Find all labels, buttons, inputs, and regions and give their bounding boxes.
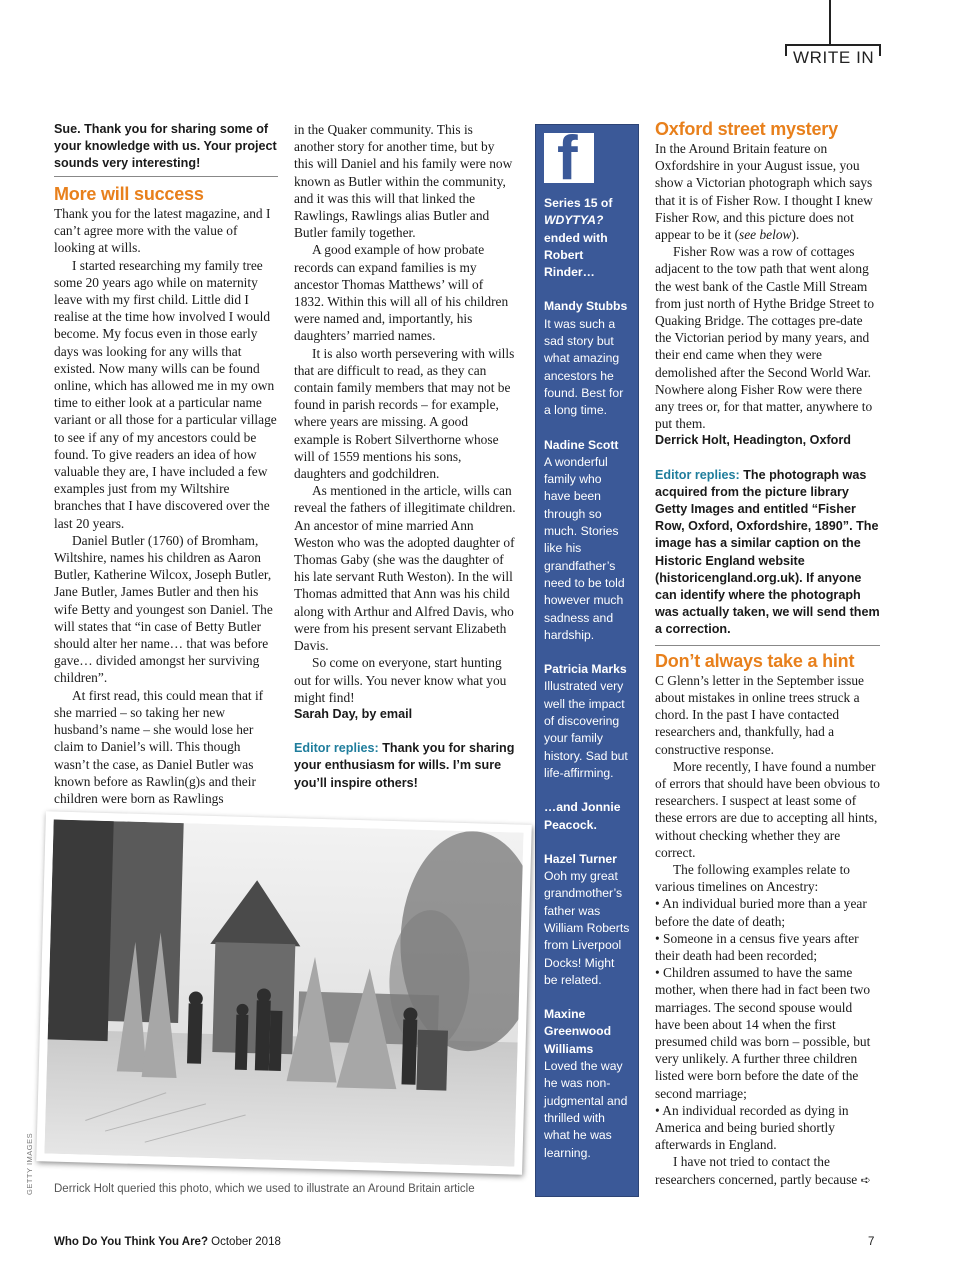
post-text: Illustrated very well the impact of discovering your family history. Sad but life-affirming. [544,679,628,780]
letter-paragraph: More recently, I have found a number of errors that should have been obvious to researchers. I suspect at least some of these errors are due to accepting all hints, without checking whether they are correct. [655,758,880,860]
post-author: Maxine Greenwood Williams [544,1007,612,1056]
post-text: Ooh my great grandmother’s father was William Roberts from Liverpool Docks! Might be related. [544,869,630,987]
letter-paragraph: in the Quaker community. This is another story for another time, but by this will Daniel and his family were now known as Butler within the community, and it was this will that linked the Rawlings, Rawlings alias Butler and Butler family together. [294,122,513,241]
photo-caption: Derrick Holt queried this photo, which we used to illustrate an Around Britain article [54,1183,475,1195]
letter-paragraph: So come on everyone, start hunting out for wills. You never know what you might find! [294,655,507,705]
intro-reply: Sue. Thank you for sharing some of your knowledge with us. Your project sounds very interesting! [54,122,277,170]
post-text: It was such a sad story but what amazing ancestors he found. Best for a long time. [544,316,624,418]
post-author: Patricia Marks [544,662,627,677]
letter-paragraph: As mentioned in the article, wills can reveal the fathers of illegitimate children. An ancestor of mine married Ann Weston who was the adopted daughter of Thomas Gaby (she was the daughter of his late servant Ruth Weston). In the will Thomas admitted that Ann was his child along with Arthur and Alfred Davis, who were from his present servant Elizabeth Davis. [294,483,516,654]
letter-paragraph: A good example of how probate records can expand families is my ancestor Thomas Matthews’ will of 1832. Within this will all of his children were named and, importantly, his daughters’ married names. [294,242,509,344]
letter-text: In the Around Britain feature on Oxfordshire in your August issue, you show a Victorian photograph which says that it is of Fisher Row. I thought I knew Fisher Row, and this picture does not appear to be it ( [655,141,873,243]
bullet-item: • Someone in a census five years after their death had been recorded; [655,930,859,963]
editor-replies-label: Editor replies: [655,467,740,482]
facebook-post [544,1006,630,1162]
section-label-left-tick [785,44,787,56]
signoff: Derrick Holt, Headington, Oxford [655,433,851,448]
letter-text-italic: see below [739,227,792,243]
editor-replies-label: Editor replies: [294,741,379,756]
historic-photo [36,811,532,1174]
heading-dont-always-take-a-hint: Don’t always take a hint [655,650,855,671]
divider [54,176,278,177]
letter-paragraph: At first read, this could mean that if she married – so taking her new husband’s name – she would lose her claim to Daniel’s will. This though wasn’t the case, as Daniel Butler was known before as Rawlin(g)s and their children were born as Rawlings [54,687,264,806]
section-label-right-tick [879,44,881,56]
heading-oxford-street-mystery: Oxford street mystery [655,119,838,139]
column-2 [294,121,516,792]
bullet-item: • Children assumed to have the same mother, when there had in fact been two marriages. The second spouse would have been about 14 when the first presumed child was born – possible, but very unlikely. A further three children listed were born before the date of the second marriage; [655,965,871,1101]
column-4 [655,118,880,1189]
letter-paragraph: The following examples relate to various timelines on Ancestry: [655,861,850,895]
section-label: WRITE IN [793,48,875,67]
header-rule-vertical [829,0,831,46]
intro-text: Series 15 of [544,196,613,210]
magazine-title: Who Do You Think You Are? [54,1236,208,1248]
photo-image [44,820,523,1167]
post-author: Nadine Scott [544,437,619,452]
column-1 [54,121,278,807]
facebook-panel [535,124,639,1197]
facebook-intro [544,195,630,281]
editor-reply [655,467,880,639]
bullet-item: • An individual recorded as dying in America and being buried shortly afterwards in England. [655,1102,849,1153]
letter-paragraph: It is also worth persevering with wills that are difficult to read, as they can contain family members that may not be found in parish records – for example, where years are missing. A good example is Robert Silverthorne whose will of 1559 mentions his sons, daughters and godchildren. [294,345,515,482]
facebook-post [544,298,630,419]
letter-text: I have not tried to contact the researchers concerned, partly because [655,1154,858,1187]
letter-paragraph [655,1153,880,1188]
post-text: A wonderful family who have been through so much. Stories like his grandfather’s need to be told however much sadness and hardship. [544,454,625,642]
letter-text: ). [791,227,800,243]
facebook-mid [544,799,630,834]
letter-paragraph: I started researching my family tree some 20 years ago while on maternity leave with my first child. Little did I realise at the time how involved I would become. My focus even in those early days was looking for any wills that existed. Now many wills can be found online, which has allowed me in my own time to either look at a particular name variant or all those for a particular village to see if any of my ancestors could be found. To give readers an idea of how valuable they are, I have included a few examples just from my Wiltshire branches that I have discovered over the last 20 years. [54,257,277,531]
bullet-item: • An individual buried more than a year before the date of death; [655,896,867,929]
editor-reply-text: Thank you for sharing your enthusiasm for wills. I’m sure you’ll inspire others! [294,741,515,790]
post-author: Mandy Stubbs [544,299,628,314]
letter-paragraph: Fisher Row was a row of cottages adjacent to the tow path that went along the west bank of the Castle Mill Stream from just north of Hythe Bridge Street to Quaking Bridge. The cottages pre-date the Victorian period by many years, and their end came when they were demolished after the Second World War. Nowhere along Fisher Row were there any trees or, for that matter, anywhere to put them. [655,244,875,432]
intro-show: WDYTYA? [544,213,604,228]
facebook-post [544,437,630,645]
facebook-post [544,851,630,989]
post-author: Hazel Turner [544,851,617,866]
facebook-icon: f [544,133,594,183]
letter-paragraph: C Glenn’s letter in the September issue about mistakes in online trees struck a chord. In the past I have contacted researchers and, thankfully, had a constructive response. [655,672,864,757]
page-number: 7 [868,1236,875,1248]
intro-text: ended with Robert Rinder… [544,230,608,280]
continue-arrow-icon: ➪ [860,1172,871,1187]
heading-more-will-success: More will success [54,184,204,204]
issue-date: October 2018 [211,1236,281,1248]
letter-paragraph: Daniel Butler (1760) of Bromham, Wiltshire, names his children as Aaron Butler, Katherine Wilcox, Joseph Butler, Jane Butler, James Butler and then his wife Betty and youngest son Daniel. The will states that “in case of Betty Butler should alter her name… that was before gave… divided amongst her surviving children”. [54,532,273,686]
mid-text: …and Jonnie Peacock. [544,800,621,832]
photo-credit: GETTY IMAGES [25,1132,34,1195]
editor-reply [294,740,516,792]
letter-paragraph: Thank you for the latest magazine, and I can’t agree more with the value of looking at wills. [54,206,271,256]
divider [655,645,880,646]
letter-paragraph [655,140,880,243]
post-text: Loved the way he was non-judgmental and thrilled with what he was learning. [544,1059,628,1160]
footer-left [54,1236,281,1248]
editor-reply-text: The photograph was acquired from the picture library Getty Images and entitled “Fisher Row, Oxford, Oxfordshire, 1890”. The image has a similar caption on the Historic England website (historicengland.org.uk). If anyone can identify where the photograph was actually taken, we will send them a correction. [655,467,880,637]
facebook-post [544,661,630,782]
signoff: Sarah Day, by email [294,706,413,721]
